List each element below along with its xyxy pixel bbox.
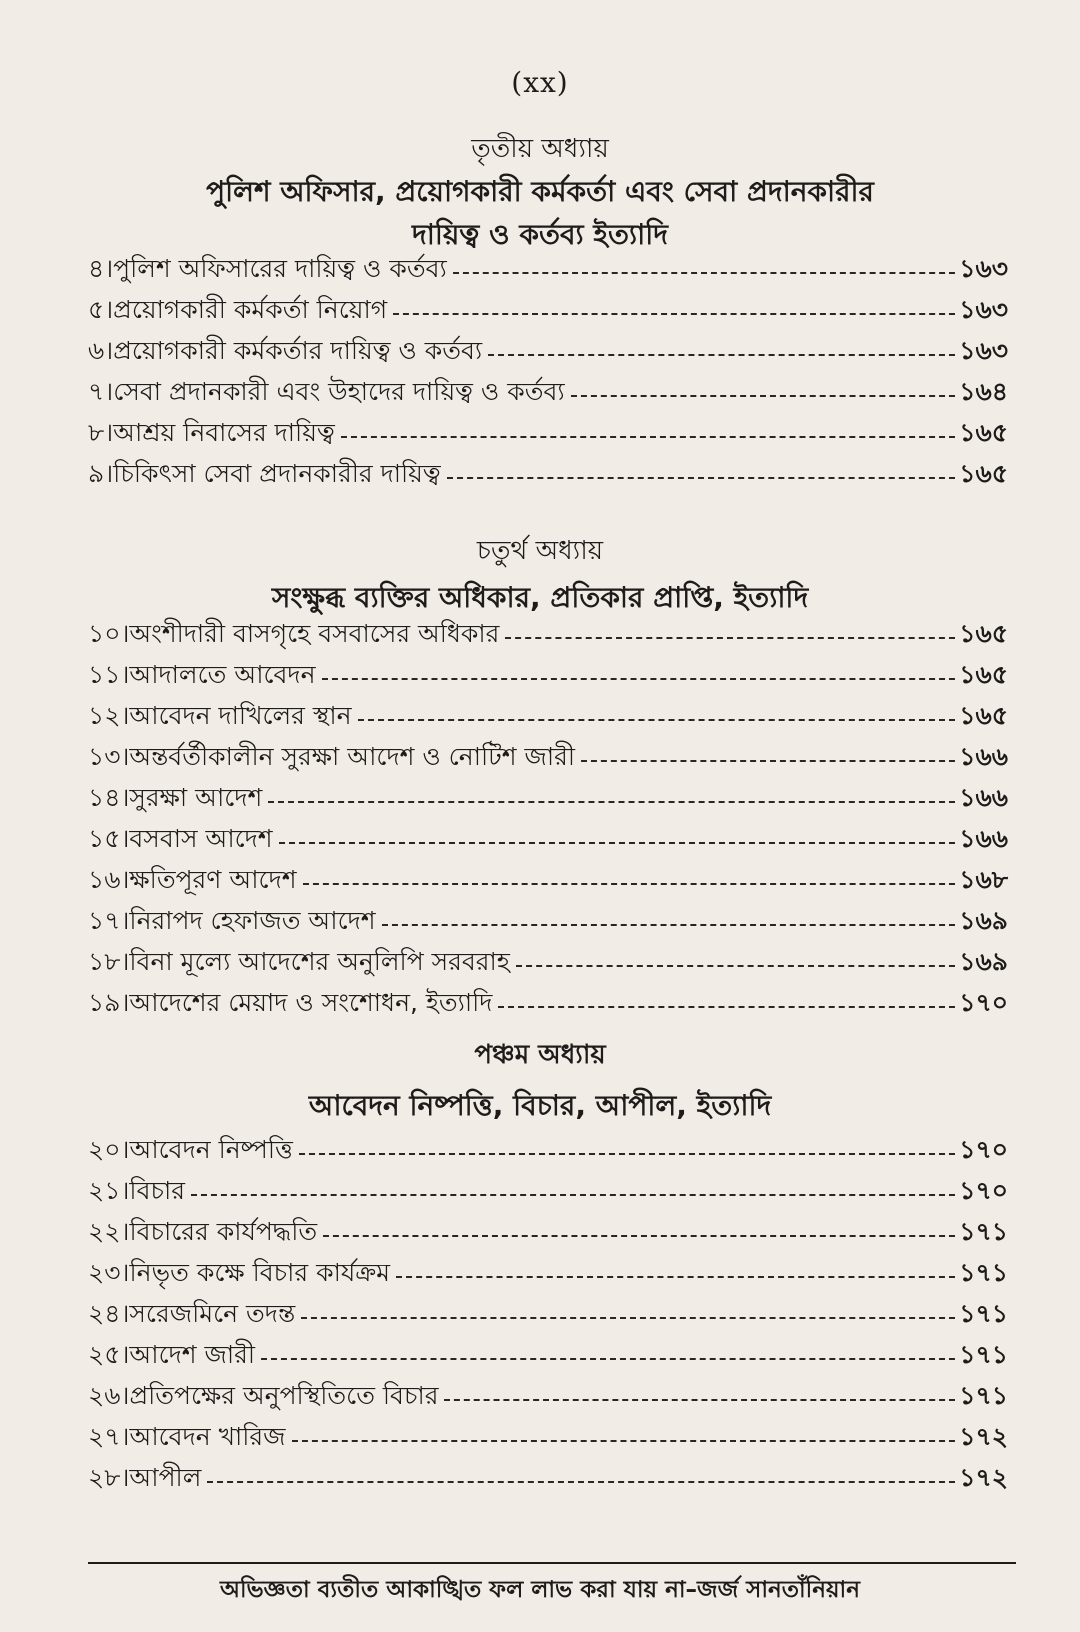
footer-divider: [88, 1562, 1016, 1564]
entry-number: ৭।: [88, 376, 114, 406]
dot-leader: [341, 436, 956, 438]
entry-number: ২২।: [88, 1216, 130, 1246]
entry-title: প্রয়োগকারী কর্মকর্তা নিয়োগ: [113, 294, 388, 324]
toc-entry: [88, 861, 1008, 901]
toc-entry: [88, 414, 1008, 454]
dot-leader: [322, 678, 956, 680]
section-heading: দায়িত্ব ও কর্তব্য ইত্যাদি: [412, 218, 668, 251]
entry-page: ১৬৯: [959, 905, 1008, 935]
toc-entry: [88, 1254, 1008, 1294]
entry-number: ১৭।: [88, 905, 130, 935]
dot-leader: [444, 1399, 955, 1401]
entry-number: ১৬।: [88, 864, 130, 894]
toc-entry: [88, 1172, 1008, 1212]
dot-leader: [268, 801, 955, 803]
entry-title: আবেদন খারিজ: [129, 1421, 286, 1451]
entry-page: ১৭২: [959, 1421, 1008, 1451]
entry-number: ৬।: [88, 335, 114, 365]
toc-entry: [88, 1459, 1008, 1499]
dot-leader: [453, 272, 956, 274]
entry-page: ১৬৬: [959, 741, 1008, 771]
entry-number: ২৮।: [88, 1462, 130, 1492]
entry-title: ক্ষতিপূরণ আদেশ: [129, 864, 297, 894]
chapter-title: চতুর্থ অধ্যায়: [476, 536, 604, 566]
entry-number: ২৪।: [88, 1298, 130, 1328]
entry-page: ১৬৫: [959, 659, 1008, 689]
footer-quote: অভিজ্ঞতা ব্যতীত আকাঙ্খিত ফল লাভ করা যায় না–জর্জ সানতাঁনিয়ান: [220, 1577, 860, 1603]
entry-page: ১৭১: [959, 1380, 1008, 1410]
dot-leader: [358, 719, 956, 721]
toc-entry: [88, 1336, 1008, 1376]
entry-number: ১২।: [88, 700, 130, 730]
toc-entry: [88, 332, 1008, 372]
entry-number: ১৯।: [88, 987, 130, 1017]
toc-entry: [88, 615, 1008, 655]
entry-number: ২৫।: [88, 1339, 130, 1369]
toc-entry: [88, 1213, 1008, 1253]
entry-number: ৫।: [88, 294, 114, 324]
toc-entry: [88, 1131, 1008, 1171]
dot-leader: [191, 1194, 955, 1196]
entry-number: ৪।: [88, 253, 114, 283]
entry-page: ১৭০: [959, 1175, 1008, 1205]
entry-title: আবেদন নিষ্পত্তি: [129, 1134, 293, 1164]
entry-number: ২৬।: [88, 1380, 130, 1410]
entry-title: সুরক্ষা আদেশ: [129, 782, 263, 812]
entry-page: ১৭২: [959, 1462, 1008, 1492]
entry-page: ১৬৩: [959, 294, 1008, 324]
entry-page: ১৬৬: [959, 782, 1008, 812]
entry-title: নিভৃত কক্ষে বিচার কার্যক্রম: [129, 1257, 391, 1287]
dot-leader: [279, 842, 956, 844]
entry-page: ১৭১: [959, 1257, 1008, 1287]
entry-title: আদালতে আবেদন: [129, 659, 316, 689]
entry-page: ১৭১: [959, 1298, 1008, 1328]
entry-number: ১০।: [88, 618, 130, 648]
toc-entry: [88, 820, 1008, 860]
dot-leader: [498, 1006, 955, 1008]
toc-entry: [88, 779, 1008, 819]
entry-title: বসবাস আদেশ: [129, 823, 273, 853]
toc-entry: [88, 738, 1008, 778]
entry-title: সরেজমিনে তদন্ত: [129, 1298, 296, 1328]
entry-title: প্রতিপক্ষের অনুপস্থিতিতে বিচার: [129, 1380, 439, 1410]
dot-leader: [393, 313, 955, 315]
entry-title: অন্তর্বর্তীকালীন সুরক্ষা আদেশ ও নোটিশ জারী: [129, 741, 576, 771]
entry-page: ১৬৫: [959, 417, 1008, 447]
entry-page: ১৭০: [959, 1134, 1008, 1164]
toc-entry: [88, 1418, 1008, 1458]
dot-leader: [382, 924, 956, 926]
entry-title: নিরাপদ হেফাজত আদেশ: [129, 905, 376, 935]
entry-title: আবেদন দাখিলের স্থান: [129, 700, 352, 730]
entry-number: ৯।: [88, 458, 114, 488]
entry-number: ১৪।: [88, 782, 130, 812]
toc-entry: [88, 250, 1008, 290]
entry-number: ২০।: [88, 1134, 130, 1164]
dot-leader: [299, 1153, 955, 1155]
entry-title: সেবা প্রদানকারী এবং উহাদের দায়িত্ব ও কর্তব্য: [113, 376, 565, 406]
section-heading: সংক্ষুব্ধ ব্যক্তির অধিকার, প্রতিকার প্রাপ্তি, ইত্যাদি: [271, 581, 809, 614]
toc-entry: [88, 943, 1008, 983]
toc-entry: [88, 1295, 1008, 1335]
entry-page: ১৬৫: [959, 700, 1008, 730]
toc-entry: [88, 1377, 1008, 1417]
entry-page: ১৭০: [959, 987, 1008, 1017]
dot-leader: [261, 1358, 955, 1360]
toc-entry: [88, 373, 1008, 413]
entry-page: ১৬৫: [959, 618, 1008, 648]
dot-leader: [303, 883, 956, 885]
toc-entry: [88, 697, 1008, 737]
entry-number: ৮।: [88, 417, 114, 447]
toc-entry: [88, 656, 1008, 696]
toc-entry: [88, 291, 1008, 331]
entry-number: ১৫।: [88, 823, 130, 853]
dot-leader: [447, 477, 956, 479]
entry-page: ১৬৪: [959, 376, 1008, 406]
dot-leader: [323, 1235, 955, 1237]
section-heading: আবেদন নিষ্পত্তি, বিচার, আপীল, ইত্যাদি: [308, 1089, 772, 1122]
entry-number: ১১।: [88, 659, 130, 689]
dot-leader: [581, 760, 955, 762]
entry-number: ১৮।: [88, 946, 130, 976]
entry-title: অংশীদারী বাসগৃহে বসবাসের অধিকার: [129, 618, 500, 648]
toc-entry: [88, 984, 1008, 1024]
entry-title: প্রয়োগকারী কর্মকর্তার দায়িত্ব ও কর্তব্য: [113, 335, 483, 365]
chapter-title: পঞ্চম অধ্যায়: [474, 1040, 606, 1070]
dot-leader: [301, 1317, 955, 1319]
entry-page: ১৬৮: [959, 864, 1008, 894]
entry-number: ২১।: [88, 1175, 130, 1205]
entry-page: ১৬৩: [959, 253, 1008, 283]
entry-title: বিচারের কার্যপদ্ধতি: [129, 1216, 318, 1246]
dot-leader: [505, 637, 955, 639]
dot-leader: [207, 1481, 955, 1483]
entry-page: ১৬৩: [959, 335, 1008, 365]
toc-entry: [88, 455, 1008, 495]
chapter-title: তৃতীয় অধ্যায়: [471, 134, 609, 164]
entry-title: চিকিৎসা সেবা প্রদানকারীর দায়িত্ব: [113, 458, 441, 488]
entry-title: আদেশ জারী: [129, 1339, 256, 1369]
dot-leader: [571, 395, 956, 397]
entry-number: ১৩।: [88, 741, 130, 771]
entry-title: পুলিশ অফিসারের দায়িত্ব ও কর্তব্য: [113, 253, 447, 283]
entry-title: বিচার: [129, 1175, 185, 1205]
entry-page: ১৭১: [959, 1216, 1008, 1246]
entry-page: ১৬৬: [959, 823, 1008, 853]
dot-leader: [396, 1276, 955, 1278]
entry-number: ২৭।: [88, 1421, 130, 1451]
page-number: (xx): [511, 66, 569, 99]
entry-page: ১৭১: [959, 1339, 1008, 1369]
entry-page: ১৬৫: [959, 458, 1008, 488]
entry-page: ১৬৯: [959, 946, 1008, 976]
entry-title: বিনা মূল্যে আদেশের অনুলিপি সরবরাহ: [129, 946, 510, 976]
dot-leader: [488, 354, 955, 356]
entry-title: আশ্রয় নিবাসের দায়িত্ব: [113, 417, 335, 447]
entry-title: আপীল: [129, 1462, 202, 1492]
entry-number: ২৩।: [88, 1257, 130, 1287]
entry-title: আদেশের মেয়াদ ও সংশোধন, ইত্যাদি: [129, 987, 493, 1017]
dot-leader: [292, 1440, 956, 1442]
dot-leader: [516, 965, 955, 967]
toc-entry: [88, 902, 1008, 942]
section-heading: পুলিশ অফিসার, প্রয়োগকারী কর্মকর্তা এবং সেবা প্রদানকারীর: [206, 175, 874, 208]
